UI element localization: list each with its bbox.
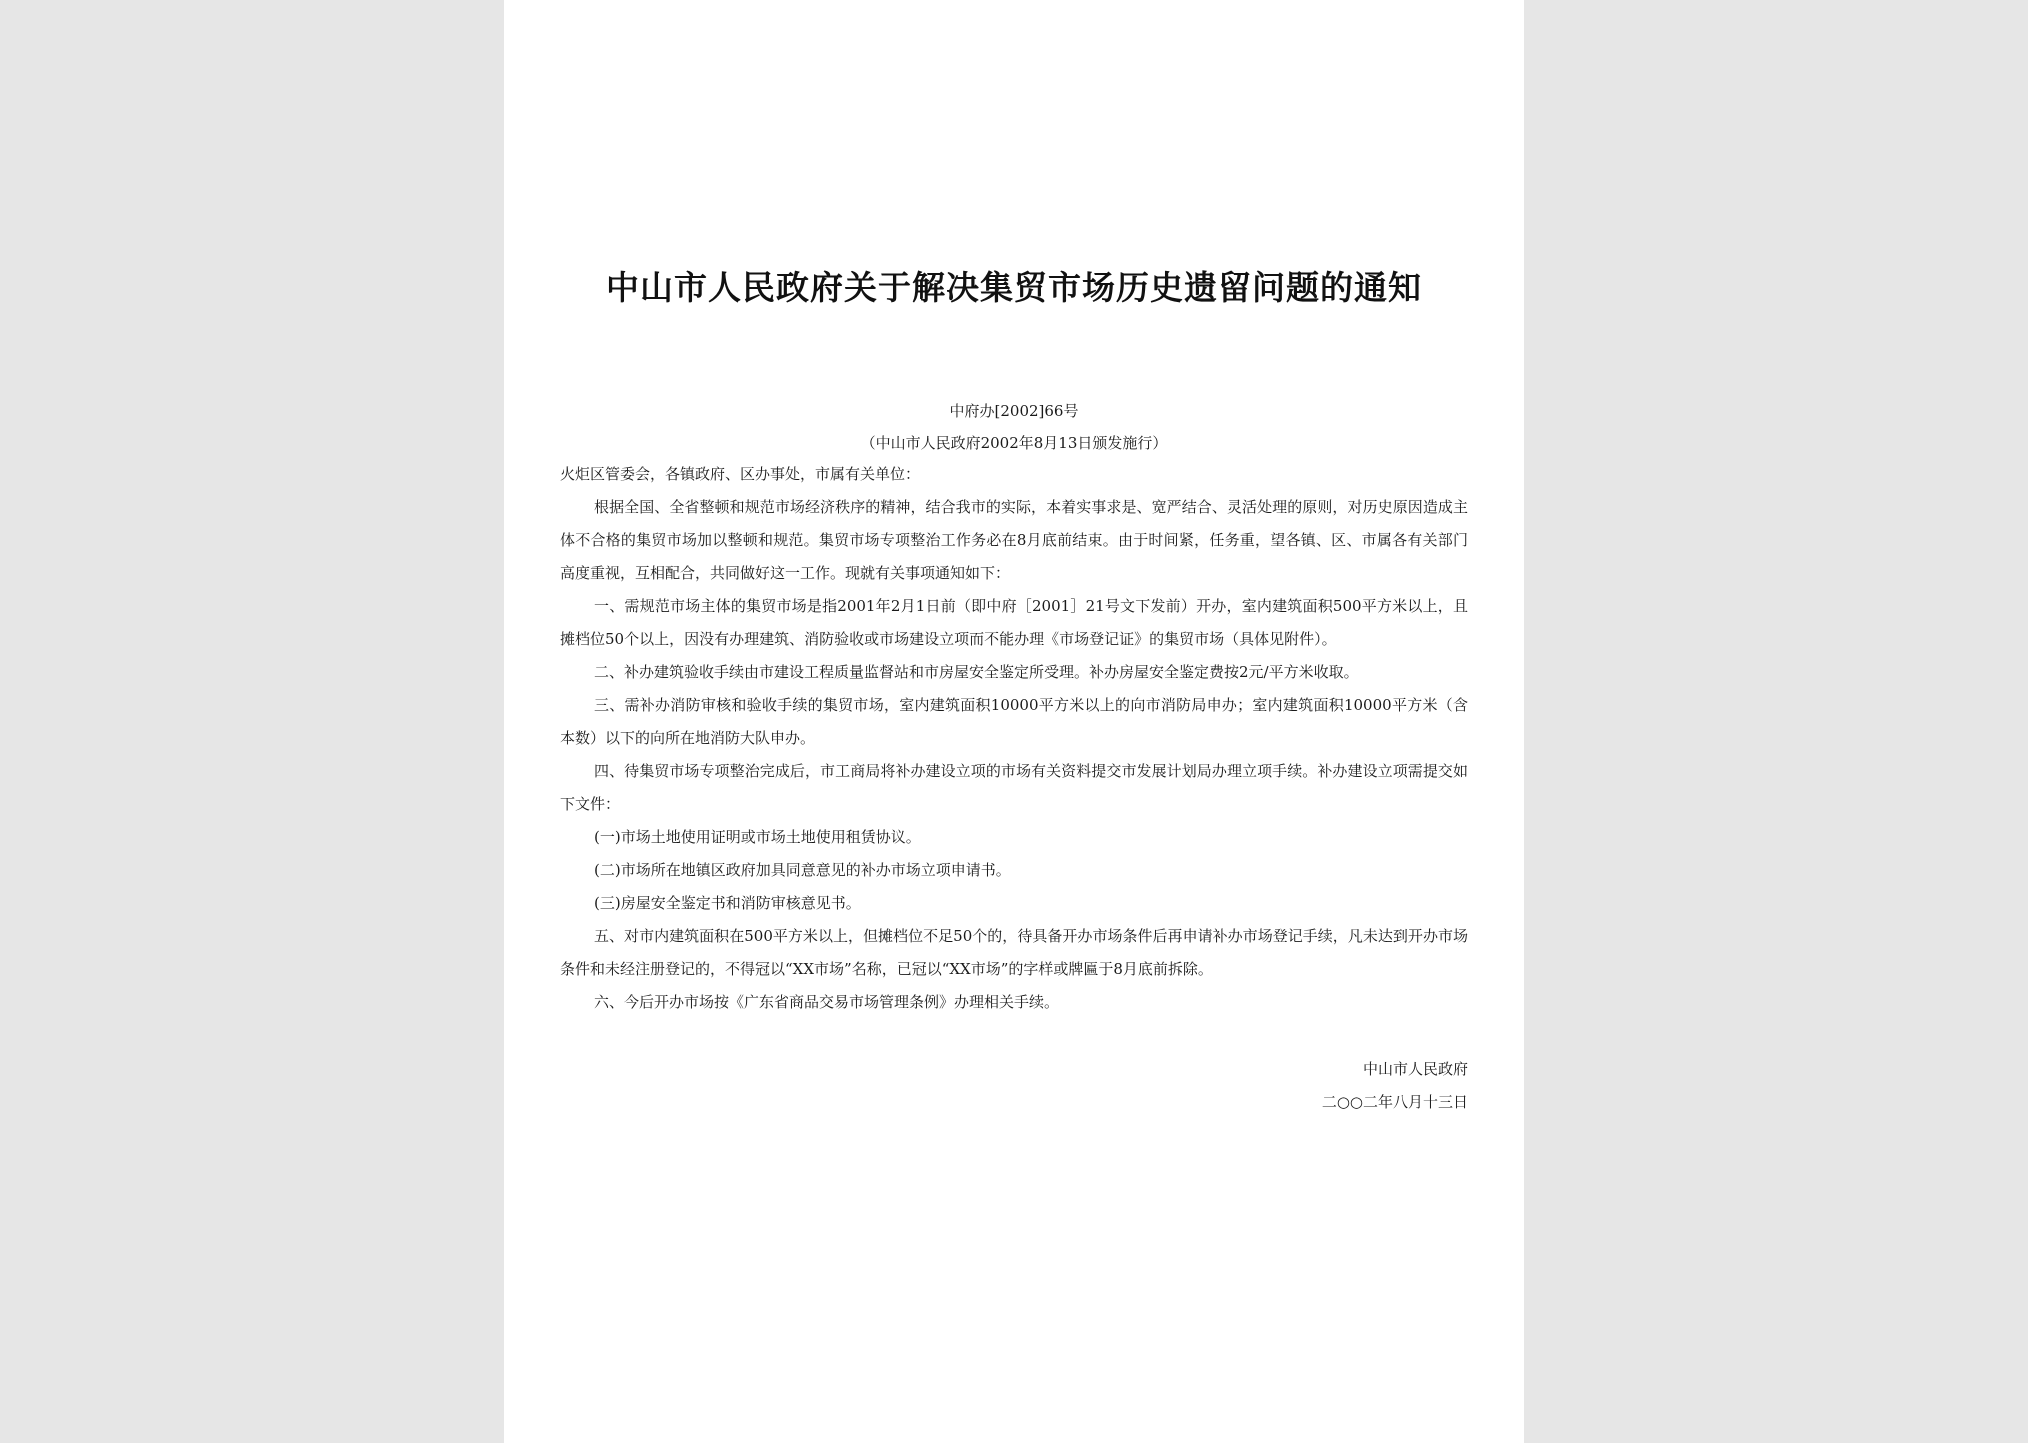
document-number: 中府办[2002]66号 [949, 402, 1079, 420]
salutation: 火炬区管委会，各镇政府、区办事处，市属有关单位： [560, 465, 921, 483]
paragraph-subitem-1: (一)市场土地使用证明或市场土地使用租赁协议。 [594, 828, 921, 846]
paragraph-item-1: 一、需规范市场主体的集贸市场是指2001年2月1日前（即中府［2001］21号文下发前）开办，室内建筑面积500平方米以上，且摊档位50个以上，因没有办理建筑、消防验收或市场建设立项而不能办理《市场登记证》的集贸市场（具体见附件）。 [560, 597, 1468, 648]
paragraph-item-5: 五、对市内建筑面积在500平方米以上，但摊档位不足50个的，待具备开办市场条件后再申请补办市场登记手续，凡未达到开办市场条件和未经注册登记的，不得冠以“XX市场”名称，已冠以“XX市场”的字样或牌匾于8月底前拆除。 [560, 927, 1468, 978]
paragraph-item-3: 三、需补办消防审核和验收手续的集贸市场，室内建筑面积10000平方米以上的向市消防局申办；室内建筑面积10000平方米（含本数）以下的向所在地消防大队申办。 [560, 696, 1468, 747]
signature-block [1322, 1053, 1468, 1119]
paragraph-item-6: 六、今后开办市场按《广东省商品交易市场管理条例》办理相关手续。 [594, 993, 1060, 1011]
paragraph-intro: 根据全国、全省整顿和规范市场经济秩序的精神，结合我市的实际，本着实事求是、宽严结合、灵活处理的原则，对历史原因造成主体不合格的集贸市场加以整顿和规范。集贸市场专项整治工作务必在8月底前结束。由于时间紧，任务重，望各镇、区、市属各有关部门高度重视，互相配合，共同做好这一工作。现就有关事项通知如下： [560, 498, 1468, 582]
document-page [504, 0, 1524, 1443]
signature-date: 二○○二年八月十三日 [1321, 1093, 1468, 1111]
paragraph-item-2: 二、补办建筑验收手续由市建设工程质量监督站和市房屋安全鉴定所受理。补办房屋安全鉴定费按2元/平方米收取。 [594, 663, 1359, 681]
paragraph-item-4: 四、待集贸市场专项整治完成后，市工商局将补办建设立项的市场有关资料提交市发展计划局办理立项手续。补办建设立项需提交如下文件： [560, 762, 1468, 813]
document-body [560, 458, 1468, 1019]
paragraph-subitem-3: (三)房屋安全鉴定书和消防审核意见书。 [594, 894, 861, 912]
signature-issuer: 中山市人民政府 [1362, 1060, 1468, 1078]
paragraph-subitem-2: (二)市场所在地镇区政府加具同意意见的补办市场立项申请书。 [594, 861, 1011, 879]
issue-note: （中山市人民政府2002年8月13日颁发施行） [860, 434, 1168, 452]
document-title: 中山市人民政府关于解决集贸市场历史遗留问题的通知 [606, 268, 1422, 307]
